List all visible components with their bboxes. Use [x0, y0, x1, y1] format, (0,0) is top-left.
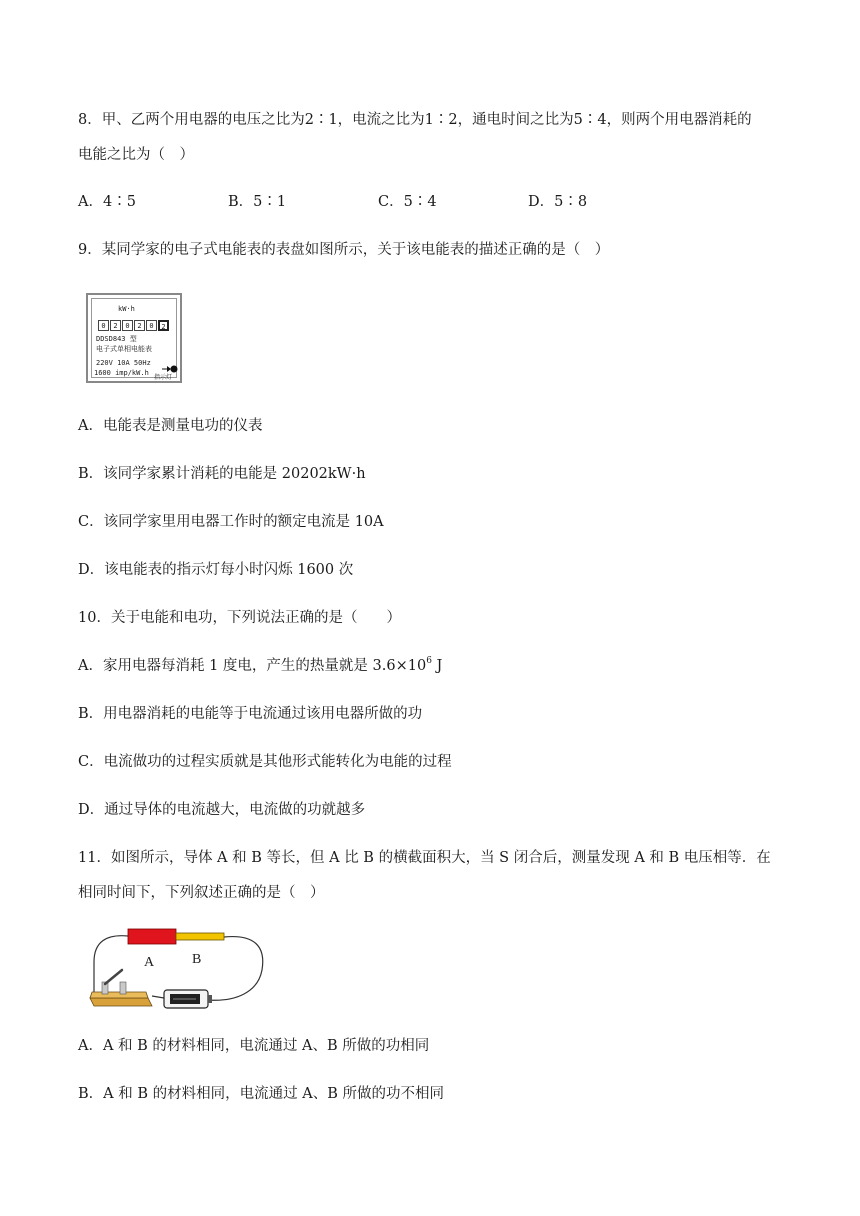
q9-stem: 9．某同学家的电子式电能表的表盘如图所示，关于该电能表的描述正确的是（ ）	[78, 242, 610, 258]
q9-option-d: D．该电能表的指示灯每小时闪烁 1600 次	[78, 562, 354, 578]
q8-option-c: C．5∶4	[378, 194, 437, 210]
q8-option-a: A．4∶5	[78, 194, 136, 210]
battery-icon	[164, 990, 212, 1008]
meter-constant: 1600 imp/kW.h	[94, 369, 149, 377]
q10-option-b: B．用电器消耗的电能等于电流通过该用电器所做的功	[78, 706, 423, 722]
q10-option-d: D．通过导体的电流越大，电流做的功就越多	[78, 802, 366, 818]
q10-option-a-unit: J	[431, 658, 443, 674]
q11-stem-line2: 相同时间下，下列叙述正确的是（ ）	[78, 885, 325, 901]
conductor-a	[128, 929, 176, 944]
q9-option-b: B．该同学家累计消耗的电能是 20202kW·h	[78, 466, 366, 482]
q8-stem-line1: 8．甲、乙两个用电器的电压之比为2∶1，电流之比为1∶2，通电时间之比为5∶4，则两个用电器消耗的	[78, 112, 752, 128]
conductor-b	[176, 933, 224, 940]
wire-bottom	[152, 996, 164, 998]
q9-option-a: A．电能表是测量电功的仪表	[78, 418, 263, 434]
meter-digit: 2	[110, 320, 121, 331]
q10-option-a	[78, 656, 442, 676]
q10-option-a-text: A．家用电器每消耗 1 度电，产生的热量就是 3.6×10	[78, 658, 427, 674]
meter-digit: 0	[146, 320, 157, 331]
q11-stem-line1: 11．如图所示，导体 A 和 B 等长，但 A 比 B 的横截面积大，当 S 闭合后，测量发现 A 和 B 电压相等．在	[78, 850, 771, 866]
meter-unit: kW·h	[118, 305, 135, 313]
meter-name: 电子式单相电能表	[96, 345, 152, 353]
q11-option-b: B．A 和 B 的材料相同，电流通过 A、B 所做的功不相同	[78, 1086, 444, 1102]
q8-options	[78, 192, 778, 212]
meter-face	[91, 298, 177, 381]
meter-digit: 0	[98, 320, 109, 331]
q9-option-c: C．该同学家里用电器工作时的额定电流是 10A	[78, 514, 384, 530]
q10-option-a-exponent: 6	[426, 656, 432, 667]
switch-icon	[90, 970, 152, 1006]
meter-indicator-label: 指示灯	[154, 374, 173, 381]
label-a: A	[144, 955, 155, 970]
q8-stem-line2: 电能之比为（ ）	[78, 147, 194, 163]
q8-option-b: B．5∶1	[228, 194, 287, 210]
q11-option-a: A．A 和 B 的材料相同，电流通过 A、B 所做的功相同	[78, 1038, 430, 1054]
meter-digit: 2	[134, 320, 145, 331]
meter-digit-decimal: 2	[158, 320, 169, 331]
q10-stem: 10．关于电能和电功，下列说法正确的是（ ）	[78, 610, 401, 626]
indicator-lamp-icon	[162, 365, 178, 373]
q8-option-d: D．5∶8	[528, 194, 588, 210]
q10-option-c: C．电流做功的过程实质就是其他形式能转化为电能的过程	[78, 754, 452, 770]
meter-rating: 220V 10A 50Hz	[96, 359, 151, 367]
meter-digits	[98, 320, 170, 331]
meter-model: DDSD843 型	[96, 335, 137, 343]
energy-meter-figure	[86, 293, 182, 383]
circuit-figure	[86, 926, 266, 1012]
label-b: B	[192, 952, 202, 967]
wire-right	[208, 937, 263, 1001]
meter-digit: 0	[122, 320, 133, 331]
